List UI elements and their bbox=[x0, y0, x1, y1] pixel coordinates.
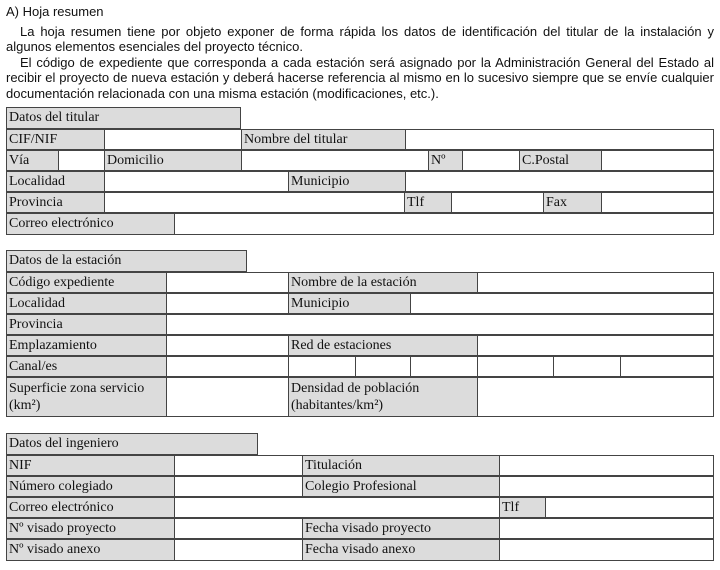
tlf-field[interactable] bbox=[451, 192, 544, 213]
canal-field-3[interactable] bbox=[355, 356, 411, 377]
estacion-municipio-label: Municipio bbox=[288, 293, 411, 314]
numero-label: Nº bbox=[428, 150, 463, 171]
superficie-label bbox=[6, 377, 167, 417]
tlf-label: Tlf bbox=[404, 192, 452, 213]
fecha-anexo-field[interactable] bbox=[499, 539, 714, 561]
densidad-label-line-2: (habitantes/km²) bbox=[291, 398, 384, 413]
densidad-field[interactable] bbox=[477, 377, 714, 417]
numero-field[interactable] bbox=[462, 150, 520, 171]
red-field[interactable] bbox=[477, 335, 714, 356]
superficie-label-line-1: Superficie zona servicio bbox=[9, 381, 145, 396]
cif-label: CIF/NIF bbox=[6, 129, 105, 150]
provincia-label: Provincia bbox=[6, 192, 105, 213]
visado-anexo-field[interactable] bbox=[174, 539, 303, 561]
titular-header: Datos del titular bbox=[6, 107, 241, 129]
nif-label: NIF bbox=[6, 455, 175, 476]
emplazamiento-field[interactable] bbox=[166, 335, 289, 356]
titular-name-label: Nombre del titular bbox=[241, 129, 406, 150]
codigo-label: Código expediente bbox=[6, 272, 167, 293]
localidad-field[interactable] bbox=[104, 171, 289, 192]
colegio-field[interactable] bbox=[499, 476, 714, 497]
emplazamiento-label: Emplazamiento bbox=[6, 335, 167, 356]
cpostal-label: C.Postal bbox=[519, 150, 602, 171]
visado-proyecto-field[interactable] bbox=[174, 518, 303, 539]
intro-paragraph-2: El código de expediente que corresponda a cada estación será asignado por la Administración General del Estado al recibir el proyecto de nueva estación y deberá hacerse referencia al mismo en lo sucesivo siempre que se envíe cualquier documentación relacionada con una misma estación (modificaciones, etc.). bbox=[6, 54, 714, 101]
densidad-label bbox=[288, 377, 478, 417]
canales-label: Canal/es bbox=[6, 356, 167, 377]
domicilio-field[interactable] bbox=[241, 150, 429, 171]
ingeniero-correo-label: Correo electrónico bbox=[6, 497, 175, 518]
canal-field-4[interactable] bbox=[410, 356, 478, 377]
canal-field-2[interactable] bbox=[288, 356, 356, 377]
colegio-label: Colegio Profesional bbox=[302, 476, 500, 497]
estacion-provincia-field[interactable] bbox=[166, 314, 714, 335]
intro-text bbox=[6, 4, 714, 101]
colegiado-field[interactable] bbox=[174, 476, 303, 497]
superficie-label-line-2: (km²) bbox=[9, 398, 41, 413]
red-label: Red de estaciones bbox=[288, 335, 478, 356]
municipio-field[interactable] bbox=[405, 171, 714, 192]
titulacion-label: Titulación bbox=[302, 455, 500, 476]
municipio-label: Municipio bbox=[288, 171, 406, 192]
provincia-field[interactable] bbox=[104, 192, 405, 213]
estacion-localidad-field[interactable] bbox=[166, 293, 289, 314]
via-label: Vía bbox=[6, 150, 59, 171]
fecha-anexo-label: Fecha visado anexo bbox=[302, 539, 500, 561]
estacion-municipio-field[interactable] bbox=[410, 293, 714, 314]
ingeniero-header: Datos del ingeniero bbox=[6, 433, 258, 455]
canal-field-1[interactable] bbox=[166, 356, 289, 377]
densidad-label-line-1: Densidad de población bbox=[291, 381, 420, 396]
estacion-localidad-label: Localidad bbox=[6, 293, 167, 314]
fecha-proyecto-label: Fecha visado proyecto bbox=[302, 518, 500, 539]
localidad-label: Localidad bbox=[6, 171, 105, 192]
ingeniero-tlf-label: Tlf bbox=[499, 497, 546, 518]
titular-name-field[interactable] bbox=[405, 129, 714, 150]
correo-label: Correo electrónico bbox=[6, 213, 175, 235]
ingeniero-tlf-field[interactable] bbox=[545, 497, 714, 518]
estacion-provincia-label: Provincia bbox=[6, 314, 167, 335]
canal-field-7[interactable] bbox=[620, 356, 714, 377]
visado-proyecto-label: Nº visado proyecto bbox=[6, 518, 175, 539]
correo-field[interactable] bbox=[174, 213, 714, 235]
titulacion-field[interactable] bbox=[499, 455, 714, 476]
section-heading: A) Hoja resumen bbox=[6, 4, 104, 19]
canal-field-6[interactable] bbox=[553, 356, 621, 377]
domicilio-label: Domicilio bbox=[104, 150, 242, 171]
canal-field-5[interactable] bbox=[477, 356, 554, 377]
colegiado-label: Número colegiado bbox=[6, 476, 175, 497]
intro-paragraph-1: La hoja resumen tiene por objeto exponer de forma rápida los datos de identificación del titular de la instalación y algunos elementos esenciales del proyecto técnico. bbox=[6, 23, 714, 54]
estacion-nombre-label: Nombre de la estación bbox=[288, 272, 478, 293]
cif-field[interactable] bbox=[104, 129, 242, 150]
superficie-field[interactable] bbox=[166, 377, 289, 417]
fax-field[interactable] bbox=[601, 192, 714, 213]
ingeniero-correo-field[interactable] bbox=[174, 497, 500, 518]
cpostal-field[interactable] bbox=[601, 150, 714, 171]
nif-field[interactable] bbox=[174, 455, 303, 476]
codigo-field[interactable] bbox=[166, 272, 289, 293]
visado-anexo-label: Nº visado anexo bbox=[6, 539, 175, 561]
fecha-proyecto-field[interactable] bbox=[499, 518, 714, 539]
estacion-nombre-field[interactable] bbox=[477, 272, 714, 293]
estacion-header: Datos de la estación bbox=[6, 250, 247, 272]
fax-label: Fax bbox=[543, 192, 602, 213]
via-field[interactable] bbox=[58, 150, 105, 171]
